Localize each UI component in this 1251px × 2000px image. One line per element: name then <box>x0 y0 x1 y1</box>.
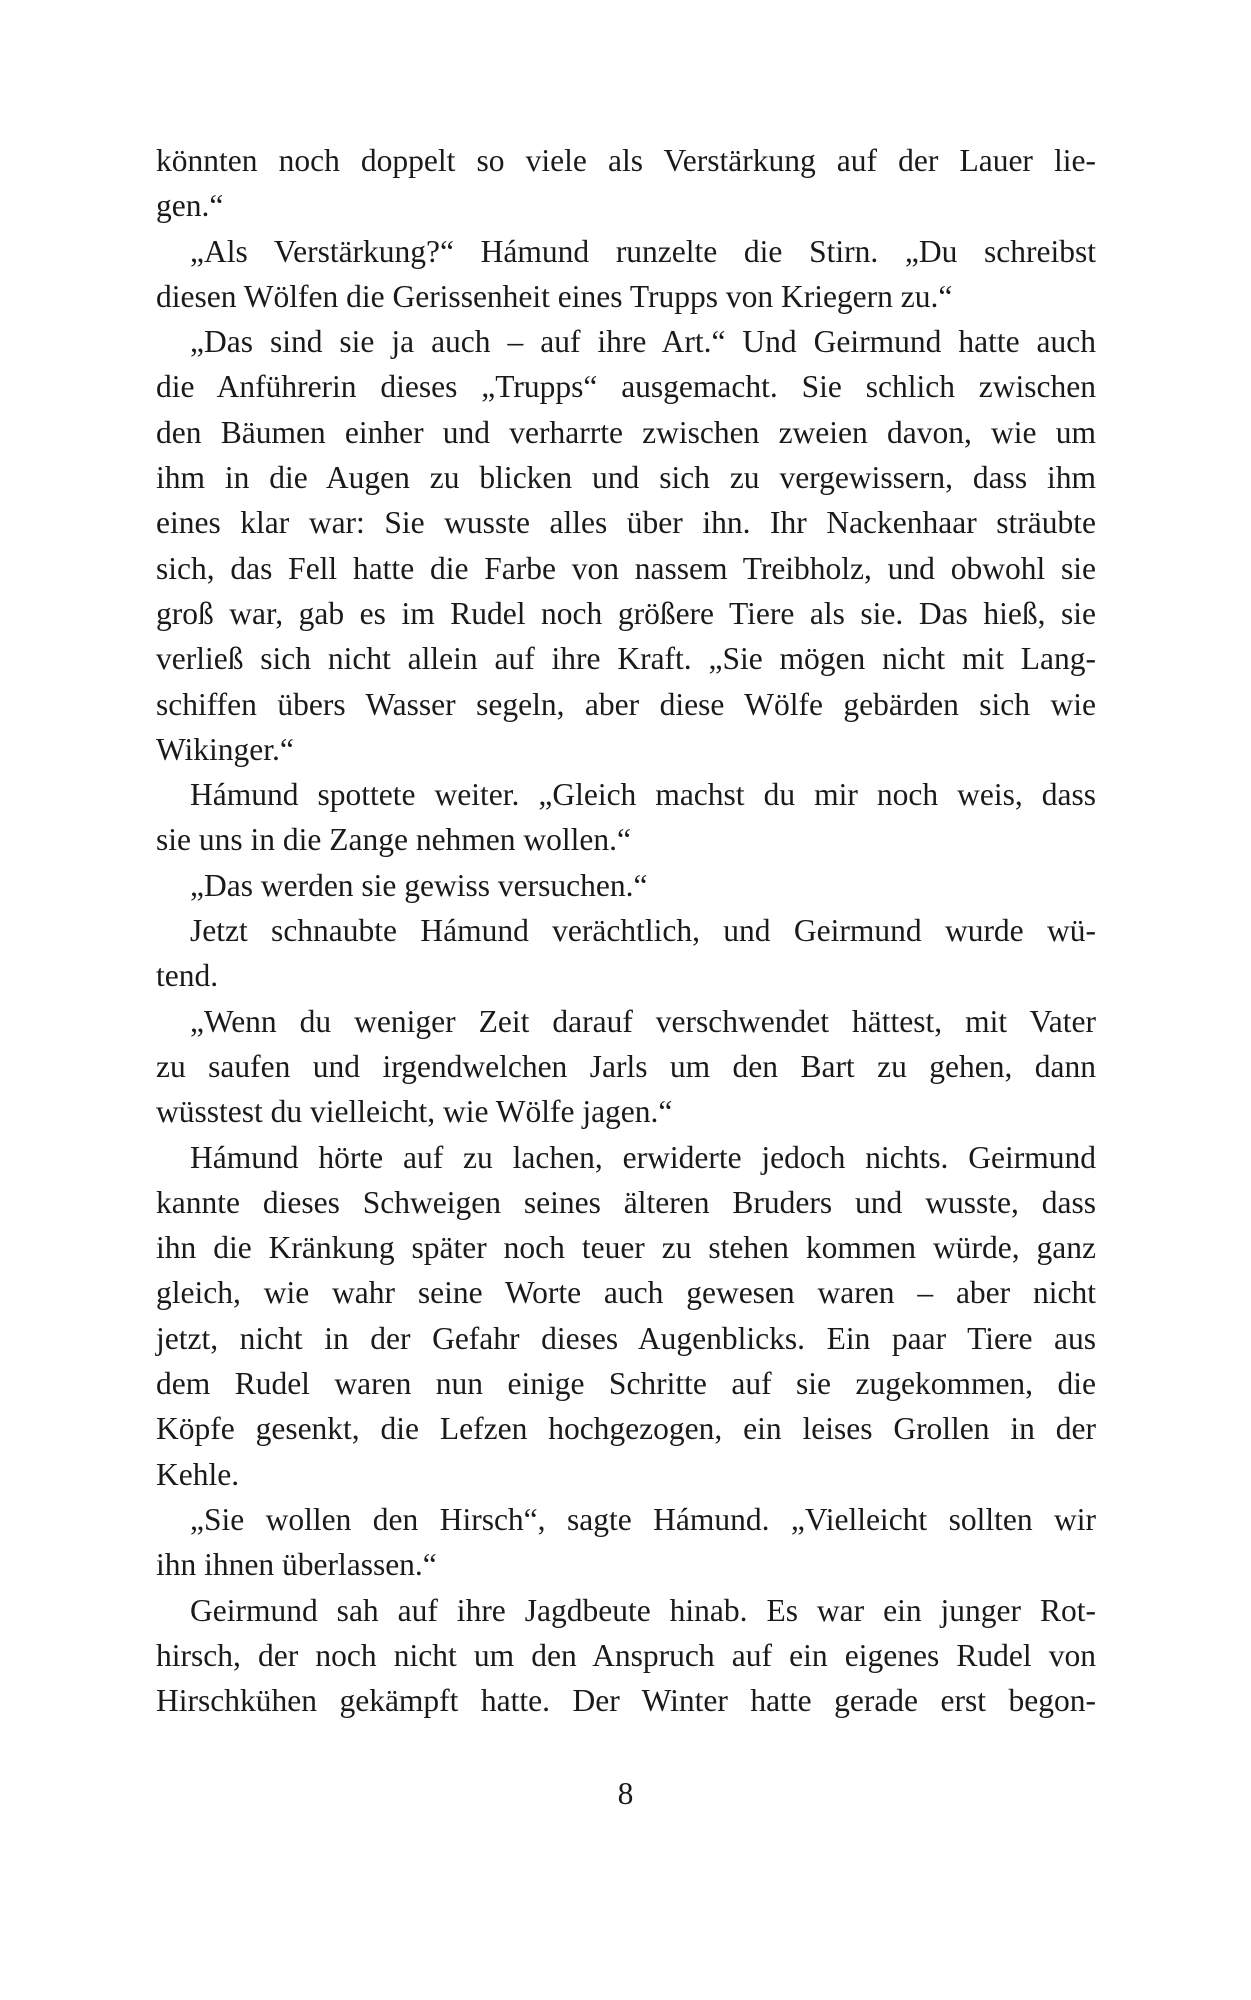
text-line: Kehle. <box>156 1456 240 1492</box>
text-line: ihn die Kränkung später noch teuer zu stehen kommen würde, ganz <box>156 1230 1096 1266</box>
text-line: schiffen übers Wasser segeln, aber diese Wölfe gebärden sich wie <box>156 686 1096 722</box>
text-line: jetzt, nicht in der Gefahr dieses Augenblicks. Ein paar Tiere aus <box>156 1320 1096 1356</box>
text-line: könnten noch doppelt so viele als Verstärkung auf der Lauer lie- <box>156 143 1096 178</box>
text-line: die Anführerin dieses „Trupps“ ausgemacht. Sie schlich zwischen <box>156 369 1096 405</box>
text-line: gleich, wie wahr seine Worte auch gewesen waren – aber nicht <box>156 1275 1096 1311</box>
text-line: Hirschkühen gekämpft hatte. Der Winter hatte gerade erst begon- <box>156 1683 1096 1719</box>
text-line: „Als Verstärkung?“ Hámund runzelte die Stirn. „Du schreibst <box>190 233 1096 269</box>
text-line: diesen Wölfen die Gerissenheit eines Trupps von Kriegern zu.“ <box>156 278 953 314</box>
text-line: sich, das Fell hatte die Farbe von nassem Treibholz, und obwohl sie <box>156 550 1096 586</box>
text-line: ihn ihnen überlassen.“ <box>156 1547 437 1583</box>
page-number: 8 <box>617 1776 634 1811</box>
text-line: groß war, gab es im Rudel noch größere Tiere als sie. Das hieß, sie <box>156 595 1096 631</box>
body-text <box>156 138 1096 1723</box>
text-line: „Das werden sie gewiss versuchen.“ <box>190 867 648 903</box>
text-line: „Sie wollen den Hirsch“, sagte Hámund. „Vielleicht sollten wir <box>190 1501 1096 1537</box>
text-line: Wikinger.“ <box>156 731 294 767</box>
text-line: hirsch, der noch nicht um den Anspruch auf ein eigenes Rudel von <box>156 1637 1096 1673</box>
text-line: kannte dieses Schweigen seines älteren Bruders und wusste, dass <box>156 1184 1096 1220</box>
text-line: gen.“ <box>156 188 224 224</box>
text-line: Hámund spottete weiter. „Gleich machst du mir noch weis, dass <box>190 777 1096 813</box>
text-line: den Bäumen einher und verharrte zwischen zweien davon, wie um <box>156 414 1096 450</box>
text-line: „Das sind sie ja auch – auf ihre Art.“ Und Geirmund hatte auch <box>190 324 1096 360</box>
text-line: Köpfe gesenkt, die Lefzen hochgezogen, ein leises Grollen in der <box>156 1411 1096 1447</box>
text-line: wüsstest du vielleicht, wie Wölfe jagen.“ <box>156 1094 673 1130</box>
text-line: Geirmund sah auf ihre Jagdbeute hinab. Es war ein junger Rot- <box>190 1592 1096 1628</box>
text-line: Hámund hörte auf zu lachen, erwiderte jedoch nichts. Geirmund <box>190 1139 1096 1175</box>
text-line: ihm in die Augen zu blicken und sich zu vergewissern, dass ihm <box>156 460 1096 496</box>
text-line: eines klar war: Sie wusste alles über ihn. Ihr Nackenhaar sträubte <box>156 505 1096 541</box>
text-line: dem Rudel waren nun einige Schritte auf sie zugekommen, die <box>156 1366 1096 1402</box>
text-line: sie uns in die Zange nehmen wollen.“ <box>156 822 631 858</box>
text-line: „Wenn du weniger Zeit darauf verschwendet hättest, mit Vater <box>190 1003 1096 1039</box>
text-line: tend. <box>156 958 219 994</box>
text-line: zu saufen und irgendwelchen Jarls um den Bart zu gehen, dann <box>156 1048 1096 1084</box>
text-line: Jetzt schnaubte Hámund verächtlich, und Geirmund wurde wü- <box>190 913 1096 949</box>
text-line: verließ sich nicht allein auf ihre Kraft. „Sie mögen nicht mit Lang- <box>156 641 1096 677</box>
